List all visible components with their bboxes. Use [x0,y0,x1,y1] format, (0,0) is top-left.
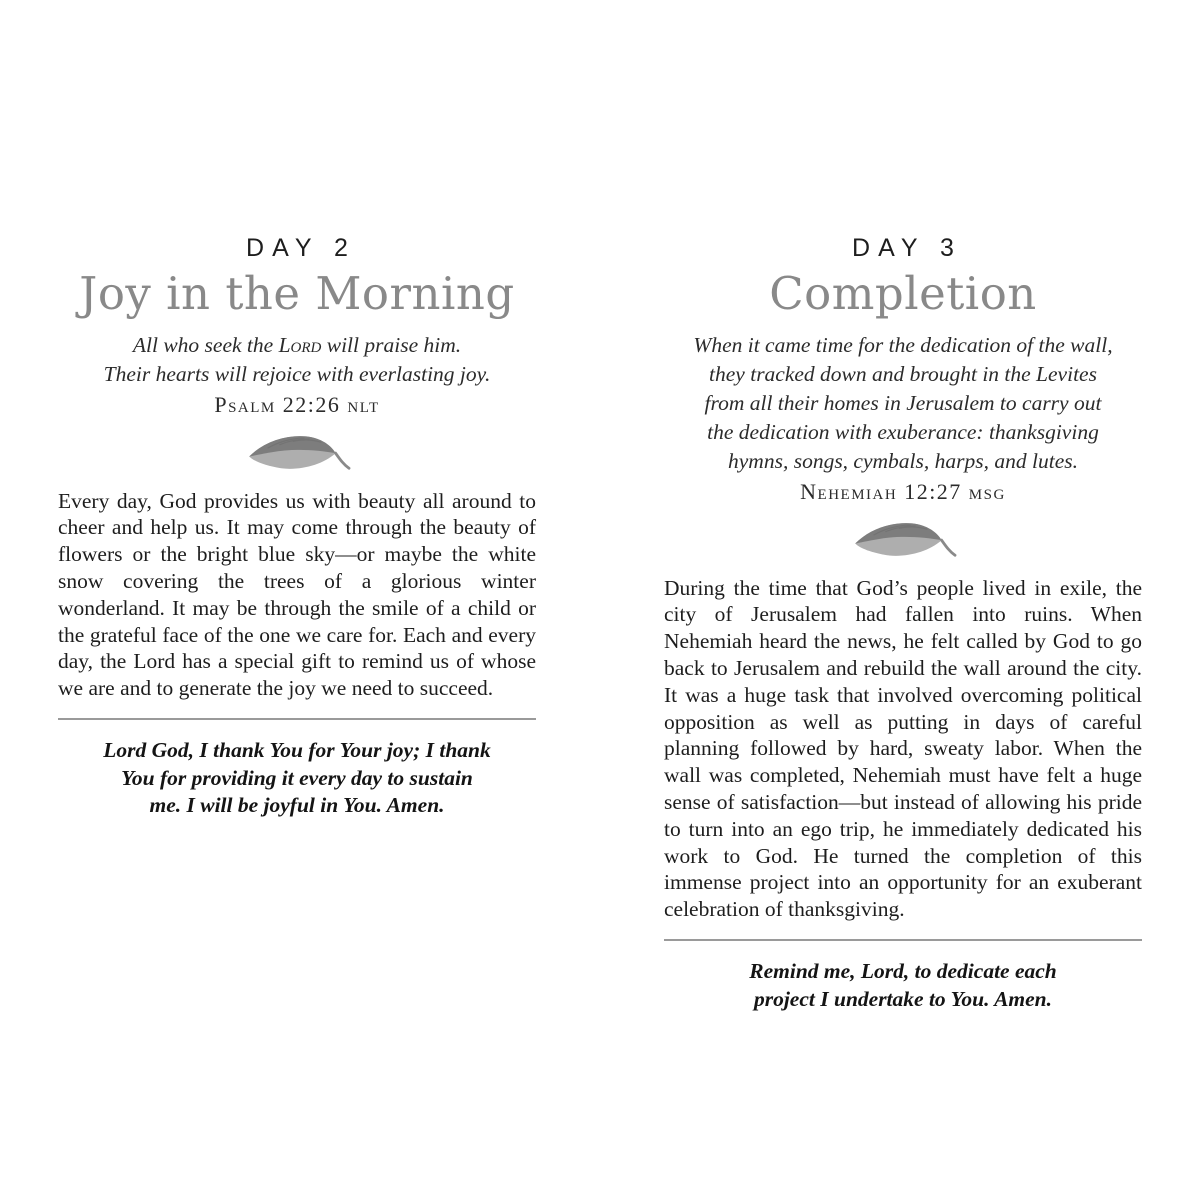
prayer-line: You for providing it every day to sustain [121,765,473,790]
scripture-line: they tracked down and brought in the Levites [709,361,1097,386]
leaf-ornament-icon [238,428,356,480]
scripture-line: from all their homes in Jerusalem to carry out [704,390,1102,415]
prayer-line: project I undertake to You. Amen. [753,986,1053,1011]
day-label: DAY 3 [852,234,962,262]
devotional-body: Every day, God provides us with beauty all around to cheer and help us. It may come through the beauty of flowers or the bright blue sky—or maybe the white snow covering the trees of a glorious winter wonderland. It may be through the smile of a child or the grateful face of the one we care for. Each and every day, the Lord has a special gift to remind us of whose we are and to generate the joy we need to succeed. [58,488,536,701]
scripture-text: will praise him. [321,332,462,357]
section-divider [664,939,1142,941]
scripture-quote [58,331,536,389]
scripture-reference: Nehemiah 12:27 msg [800,478,1006,504]
prayer [58,737,536,820]
scripture-quote [664,331,1142,476]
page-title: Completion [769,267,1037,320]
prayer-line: Lord God, I thank You for Your joy; I thank [103,738,491,763]
scripture-reference: Psalm 22:26 nlt [214,391,380,417]
scripture-line [58,331,536,360]
prayer [664,958,1142,1013]
left-page [58,234,536,820]
scripture-line: Their hearts will rejoice with everlasting joy. [103,361,491,386]
day-label: DAY 2 [246,234,356,262]
right-page [664,234,1142,1013]
devotional-body: During the time that God’s people lived in exile, the city of Jerusalem had fallen into ruins. When Nehemiah heard the news, he felt called by God to go back to Jerusalem and rebuild the wall around the city. It was a huge task that involved overcoming political opposition as well as putting in days of careful planning followed by hard, sweaty labor. When the wall was completed, Nehemiah must have felt a huge sense of satisfaction—but instead of allowing his pride to turn into an ego trip, he immediately dedicated his work to God. He turned the completion of this immense project into an opportunity for an exuberant celebration of thanksgiving. [664,575,1142,922]
scripture-text: All who seek the [132,332,279,357]
lord-smallcaps: Lord [278,332,322,357]
prayer-line: me. I will be joyful in You. Amen. [149,793,445,818]
prayer-line: Remind me, Lord, to dedicate each [749,959,1057,984]
scripture-line: When it came time for the dedication of the wall, [693,332,1113,357]
section-divider [58,718,536,720]
page-title: Joy in the Morning [79,267,515,320]
scripture-line: hymns, songs, cymbals, harps, and lutes. [728,448,1078,473]
scripture-line: the dedication with exuberance: thanksgiving [707,419,1099,444]
leaf-ornament-icon [844,515,962,567]
